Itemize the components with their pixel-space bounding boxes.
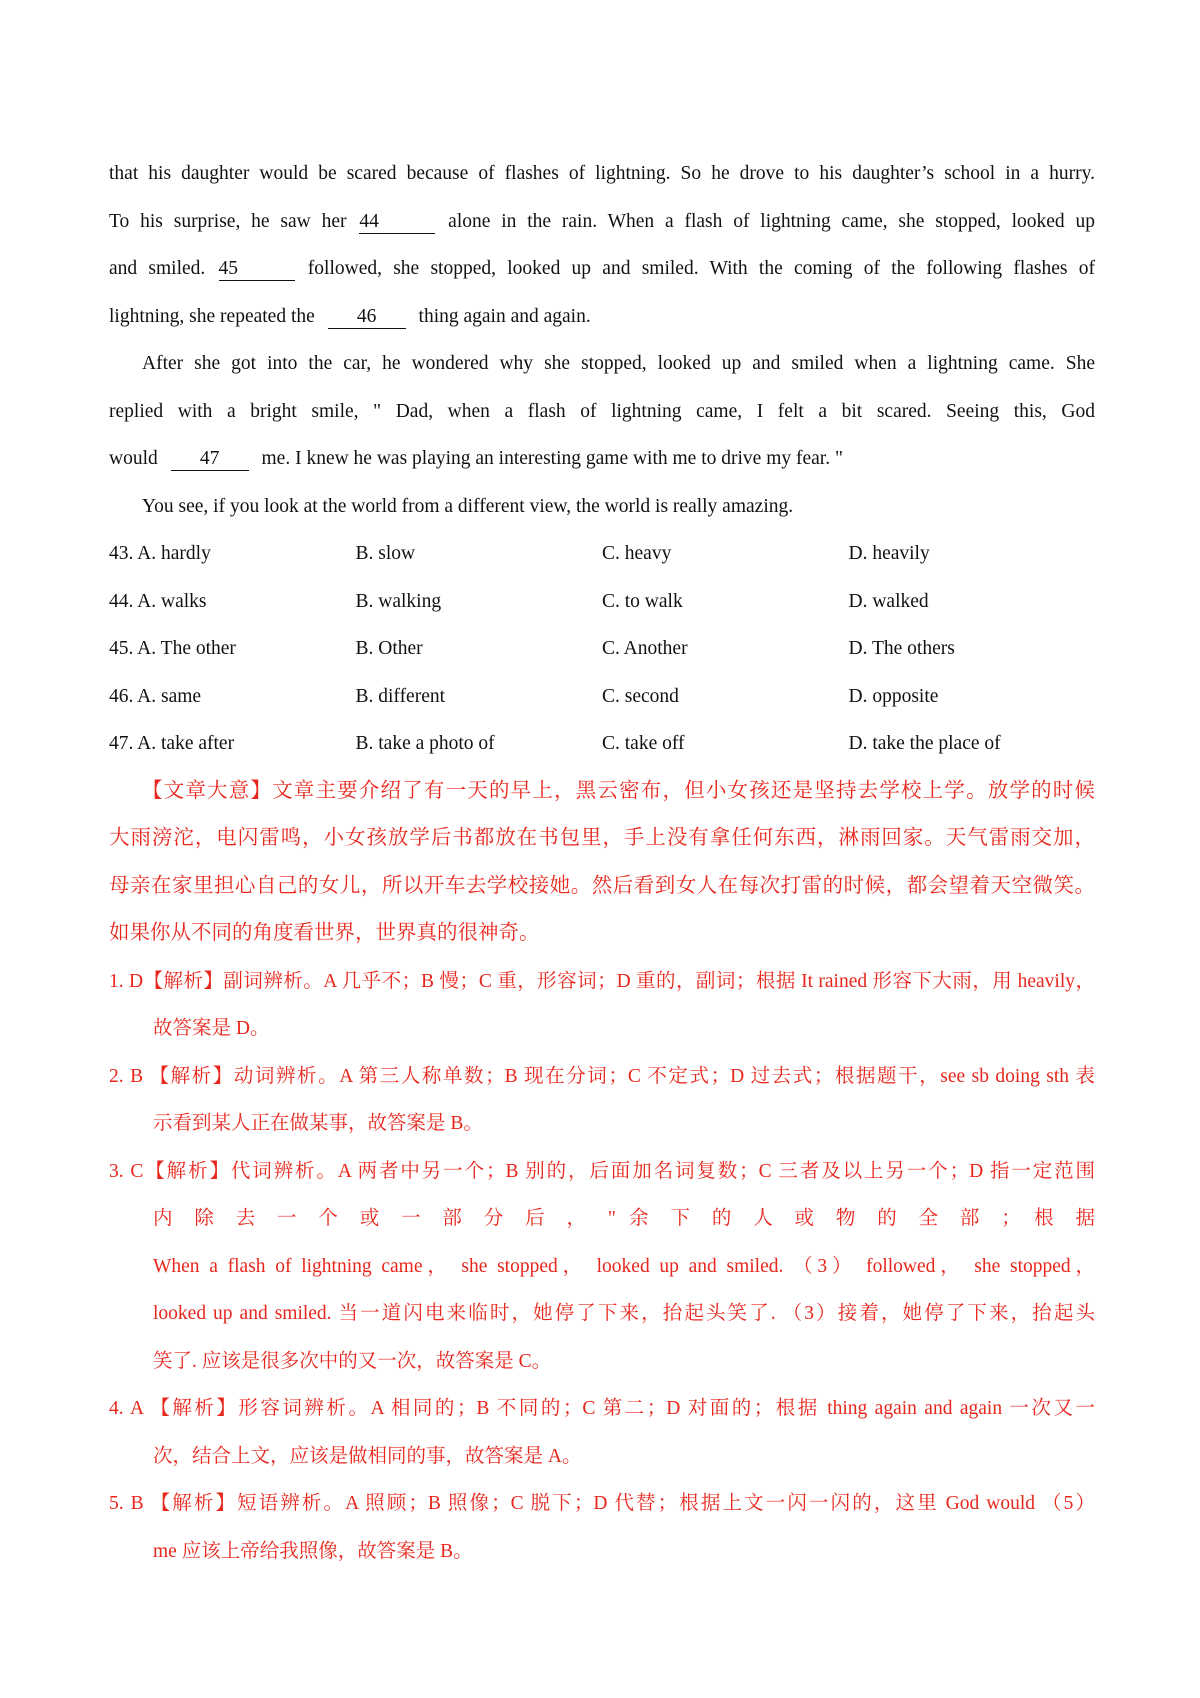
option-a: 43. A. hardly [109, 543, 211, 564]
option-row-47 [109, 720, 1095, 768]
option-b: B. take a photo of [355, 733, 495, 754]
option-d: D. take the place of [848, 733, 1001, 754]
option-b: B. slow [355, 543, 416, 564]
option-b: B. Other [355, 638, 423, 659]
options-table [109, 530, 1095, 768]
answer-3 [109, 1148, 1095, 1386]
option-row-44 [109, 578, 1095, 626]
option-a: 47. A. take after [109, 733, 235, 754]
answer-line: 5. B 【解析】短语辨析。A 照顾；B 照像；C 脱下；D 代替；根据上文一闪一闪的，这里 God would （5） [109, 1493, 1095, 1514]
answer-line: 内 除 去 一 个 或 一 部 分 后 ， " 余 下 的 人 或 物 的 全 部 ； 根 据 [153, 1208, 1095, 1229]
answer-line: 次，结合上文，应该是做相同的事，故答案是 A。 [153, 1445, 582, 1467]
answer-line: 示看到某人正在做某事，故答案是 B。 [153, 1113, 483, 1134]
blank-47: 47 [171, 448, 249, 471]
summary-line: 大雨滂沱，电闪雷鸣，小女孩放学后书都放在书包里，手上没有拿任何东西，淋雨回家。天气雷雨交加， [109, 827, 1095, 849]
option-b: B. different [355, 685, 446, 707]
option-row-46 [109, 673, 1095, 721]
answer-line: 故答案是 D。 [153, 1018, 270, 1039]
answer-4 [109, 1385, 1095, 1480]
answer-5 [109, 1480, 1095, 1575]
option-d: D. opposite [848, 685, 939, 707]
answer-line: 1. D【解析】副词辨析。A 几乎不；B 慢；C 重，形容词；D 重的，副词；根据 It rained 形容下大雨，用 heavily， [109, 970, 1095, 992]
answer-explanations [109, 958, 1095, 1576]
passage-paragraph-1 [109, 150, 1095, 340]
passage-paragraph-3: You see, if you look at the world from a different view, the world is really amazing. [142, 495, 794, 517]
passage-line: replied with a bright smile, " Dad, when a flash of lightning came, I felt a bit scared. Seeing this, God [109, 400, 1095, 422]
passage-text: and smiled. [109, 258, 206, 279]
summary-line: 如果你从不同的角度看世界，世界真的很神奇。 [109, 922, 540, 944]
option-a: 45. A. The other [109, 638, 236, 659]
passage-line [109, 435, 1095, 483]
option-b: B. walking [355, 590, 442, 612]
summary-line: 母亲在家里担心自己的女儿，所以开车去学校接她。然后看到女人在每次打雷的时候，都会望着天空微笑。 [109, 874, 1095, 897]
passage-line [109, 245, 1095, 293]
option-c: C. heavy [602, 543, 672, 564]
passage-text: followed, she stopped, looked up and smiled. With the coming of the following flashes of [307, 258, 1096, 279]
passage-line: After she got into the car, he wondered why she stopped, looked up and smiled when a lightning came. She [142, 353, 1095, 374]
article-summary [109, 768, 1095, 958]
option-c: C. to walk [602, 590, 683, 612]
option-d: D. The others [848, 638, 955, 659]
option-a: 44. A. walks [109, 590, 207, 612]
option-row-43 [109, 530, 1095, 578]
option-d: D. walked [848, 590, 929, 612]
passage-text: would [109, 448, 158, 469]
answer-line: 4. A 【解析】形容词辨析。A 相同的；B 不同的；C 第二；D 对面的；根据 thing again and again 一次又一 [109, 1398, 1095, 1419]
passage-text: To his surprise, he saw her [109, 210, 347, 232]
passage-line [109, 293, 1095, 341]
option-c: C. second [602, 685, 679, 707]
answer-line: 2. B 【解析】动词辨析。A 第三人称单数；B 现在分词；C 不定式；D 过去式；根据题干，see sb doing sth 表 [109, 1065, 1095, 1087]
answer-1 [109, 958, 1095, 1053]
option-a: 46. A. same [109, 685, 202, 707]
passage-text: lightning, she repeated the [109, 305, 315, 327]
answer-2 [109, 1053, 1095, 1148]
blank-44: 44 [359, 211, 435, 234]
answer-line: 笑了. 应该是很多次中的又一次，故答案是 C。 [153, 1350, 552, 1372]
passage-line [109, 198, 1095, 246]
option-c: C. take off [602, 733, 685, 754]
answer-line: me 应该上帝给我照像，故答案是 B。 [153, 1540, 473, 1562]
passage-paragraph-2 [109, 340, 1095, 483]
passage-text: me. I knew he was playing an interesting game with me to drive my fear. " [261, 448, 843, 469]
summary-line: 【文章大意】文章主要介绍了有一天的早上，黑云密布，但小女孩还是坚持去学校上学。放学的时候 [142, 779, 1095, 802]
passage-line: that his daughter would be scared because of flashes of lightning. So he drove to his daughter’s school in a hurry. [109, 163, 1095, 184]
option-d: D. heavily [848, 543, 930, 564]
answer-line: 3. C【解析】代词辨析。A 两者中另一个；B 别的，后面加名词复数；C 三者及以上另一个；D 指一定范围 [109, 1160, 1095, 1182]
blank-46: 46 [328, 306, 406, 329]
passage-text: alone in the rain. When a flash of lightning came, she stopped, looked up [448, 210, 1096, 232]
option-row-45 [109, 625, 1095, 673]
answer-line: When a flash of lightning came， she stopped， looked up and smiled. （3） followed， she stopped， [153, 1255, 1095, 1277]
blank-45: 45 [219, 258, 295, 281]
option-c: C. Another [602, 638, 688, 659]
passage-text: thing again and again. [418, 305, 591, 327]
answer-line: looked up and smiled. 当一道闪电来临时，她停了下来，抬起头笑了. （3）接着，她停了下来，抬起头 [153, 1303, 1095, 1324]
document-page [109, 150, 1095, 1575]
